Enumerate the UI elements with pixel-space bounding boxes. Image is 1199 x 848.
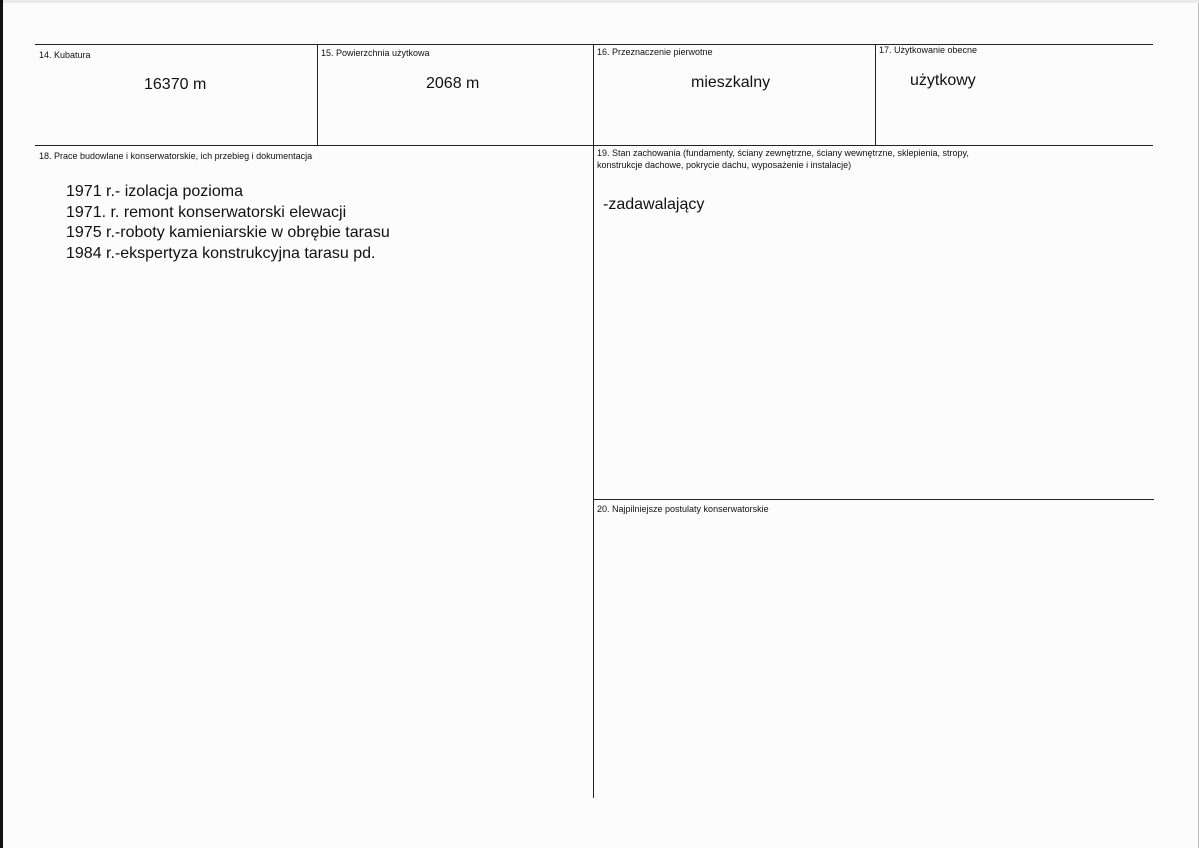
- prace-entry: 1975 r.-roboty kamieniarskie w obrębie tarasu: [66, 224, 390, 241]
- przeznaczenie-value: mieszkalny: [691, 74, 771, 91]
- col-divider-2: [593, 44, 594, 798]
- top-rule: [35, 44, 1153, 45]
- prace-entry: 1984 r.-ekspertyza konstrukcyjna tarasu pd.: [66, 244, 376, 262]
- stan-label-line1: 19. Stan zachowania (fundamenty, ściany zewnętrzne, ściany wewnętrzne, sklepienia, stropy,: [597, 148, 969, 158]
- stan-value: -zadawalający: [603, 196, 705, 213]
- col-divider-3: [875, 44, 876, 145]
- section-20-divider: [593, 499, 1154, 500]
- przeznaczenie-label: 16. Przeznaczenie pierwotne: [597, 47, 713, 57]
- powierzchnia-value: 2068 m: [426, 75, 480, 92]
- uzytkowanie-value: użytkowy: [910, 72, 976, 89]
- prace-entry: 1971. r. remont konserwatorski elewacji: [66, 203, 347, 221]
- row-divider: [35, 145, 1153, 146]
- prace-list: [66, 182, 390, 264]
- postulaty-label: 20. Najpilniejsze postulaty konserwatorskie: [597, 504, 769, 514]
- kubatura-value: 16370 m: [144, 76, 207, 93]
- powierzchnia-label: 15. Powierzchnia użytkowa: [321, 48, 430, 58]
- prace-entry: 1971 r.- izolacja pozioma: [66, 183, 243, 200]
- prace-label: 18. Prace budowlane i konserwatorskie, ich przebieg i dokumentacja: [39, 151, 313, 161]
- col-divider-1: [317, 44, 318, 145]
- uzytkowanie-label: 17. Użytkowanie obecne: [879, 45, 978, 55]
- page-edge: [3, 0, 1199, 3]
- stan-label-line2: konstrukcje dachowe, pokrycie dachu, wyposażenie i instalacje): [597, 160, 852, 170]
- kubatura-label: 14. Kubatura: [39, 50, 91, 60]
